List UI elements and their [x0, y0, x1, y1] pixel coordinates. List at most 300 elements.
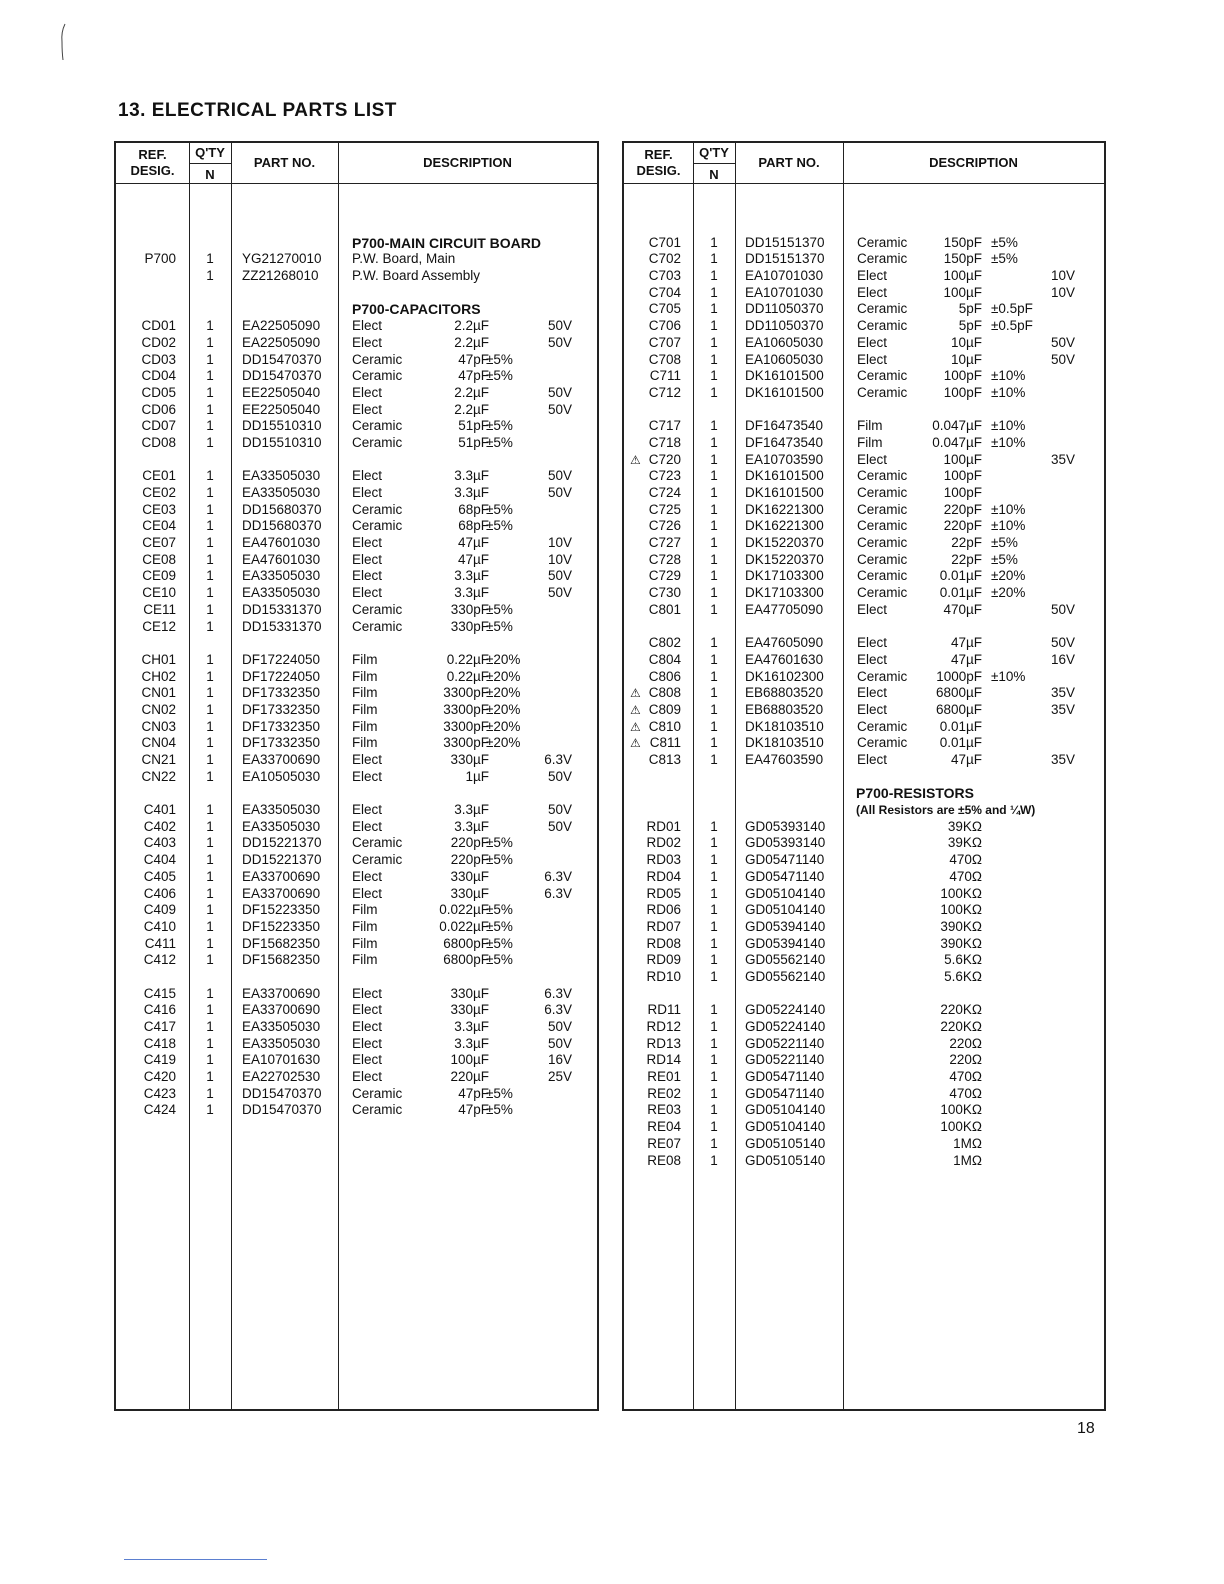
ref-designator: C724	[648, 485, 681, 500]
quantity: 1	[206, 651, 214, 667]
row-spacer	[116, 785, 597, 802]
tolerance: ±5%	[486, 852, 513, 868]
ref-designator: C703	[648, 268, 681, 284]
quantity: 1	[206, 885, 214, 901]
header-divider	[116, 183, 597, 184]
quantity: 1	[710, 1052, 718, 1068]
ref-designator: C411	[144, 935, 176, 951]
part-value: 330pF	[450, 618, 489, 634]
part-type: Ceramic	[857, 468, 908, 484]
quantity: 1	[206, 1069, 214, 1085]
ref-designator: C717	[648, 418, 681, 434]
table-row	[116, 268, 597, 285]
part-number: DK15220370	[745, 535, 824, 551]
quantity: 1	[710, 351, 718, 367]
ref-designator: C806	[648, 668, 681, 684]
part-number: EA33505030	[242, 485, 321, 500]
qty-header-top: Q'TY	[699, 145, 729, 160]
part-value: 3.3µF	[454, 585, 489, 601]
ref-designator: CE09	[142, 568, 176, 584]
part-value: 1MΩ	[953, 1152, 982, 1168]
ref-designator: P700	[144, 251, 176, 267]
ref-designator: CE07	[142, 535, 176, 551]
quantity: 1	[206, 318, 214, 334]
table-row	[624, 952, 1104, 969]
part-number: DK16221300	[745, 518, 824, 534]
row-spacer	[116, 285, 597, 302]
part-type: Film	[352, 701, 378, 717]
quantity: 1	[710, 485, 718, 500]
quantity: 1	[710, 301, 718, 317]
part-number: GD05562140	[745, 952, 826, 968]
part-number: EA47705090	[745, 601, 824, 617]
ref-designator: C707	[648, 334, 681, 350]
ref-designator: C424	[143, 1102, 176, 1118]
part-value: 220pF	[943, 501, 982, 517]
row-spacer	[624, 402, 1104, 419]
table-row	[116, 802, 597, 819]
table-row	[624, 735, 1104, 752]
ref-designator: RD08	[646, 935, 681, 951]
quantity: 1	[206, 268, 214, 284]
quantity: 1	[206, 685, 214, 701]
voltage-rating: 25V	[547, 1069, 572, 1085]
quantity: 1	[206, 535, 214, 551]
part-no-header: PART NO.	[758, 155, 820, 170]
quantity: 1	[710, 935, 718, 951]
tolerance: ±10%	[991, 501, 1026, 517]
ref-designator: RD04	[646, 868, 681, 884]
quantity: 1	[710, 368, 718, 384]
quantity: 1	[206, 952, 214, 968]
table-row	[116, 719, 597, 736]
page-title: 13. ELECTRICAL PARTS LIST	[118, 100, 397, 121]
voltage-rating: 35V	[1050, 685, 1075, 701]
scan-artifact-line	[124, 1559, 267, 1560]
table-row	[116, 902, 597, 919]
part-number: EA33505030	[242, 585, 321, 601]
part-value: 5.6KΩ	[944, 968, 982, 984]
ref-designator: RD14	[646, 1052, 681, 1068]
part-number: EA10703590	[745, 451, 824, 467]
table-row	[624, 635, 1104, 652]
quantity: 1	[206, 768, 214, 784]
table-row	[116, 1036, 597, 1053]
row-spacer	[116, 969, 597, 986]
part-number: DD15151370	[745, 234, 825, 250]
ref-designator: C706	[648, 318, 681, 334]
ref-designator: CN03	[141, 718, 176, 734]
table-row	[116, 318, 597, 335]
part-type: Elect	[857, 685, 888, 701]
section-row	[624, 802, 1104, 819]
part-type: Elect	[352, 985, 383, 1001]
part-value: 0.01µF	[939, 718, 982, 734]
voltage-rating: 35V	[1050, 701, 1075, 717]
table-row	[624, 468, 1104, 485]
ref-designator: C804	[648, 651, 681, 667]
part-type: Elect	[352, 401, 383, 417]
part-number: GD05393140	[745, 835, 826, 851]
part-type: Ceramic	[352, 418, 403, 434]
tolerance: ±5%	[991, 551, 1018, 567]
part-value: 0.022µF	[439, 902, 489, 918]
ref-designator: CE08	[142, 551, 176, 567]
ref-designator: RE03	[647, 1102, 681, 1118]
part-value: 330µF	[450, 868, 489, 884]
quantity: 1	[710, 568, 718, 584]
ref-designator: RD10	[646, 968, 681, 984]
ref-designator: CD02	[141, 334, 176, 350]
ref-designator: CE11	[143, 601, 176, 617]
part-number: ZZ21268010	[242, 268, 319, 284]
part-number: EB68803520	[745, 685, 824, 701]
qty-header-divider	[189, 163, 231, 164]
quantity: 1	[206, 918, 214, 934]
tolerance: ±20%	[486, 651, 521, 667]
table-row	[116, 552, 597, 569]
voltage-rating: 50V	[1050, 334, 1075, 350]
voltage-rating: 16V	[547, 1052, 572, 1068]
quantity: 1	[206, 818, 214, 834]
voltage-rating: 50V	[547, 818, 572, 834]
part-type: Ceramic	[352, 601, 403, 617]
ref-header-top: REF.	[138, 147, 167, 162]
table-row	[116, 502, 597, 519]
part-type: Elect	[352, 568, 383, 584]
part-value: 220µF	[450, 1069, 489, 1085]
quantity: 1	[206, 601, 214, 617]
quantity: 1	[206, 985, 214, 1001]
part-type: Elect	[352, 752, 383, 767]
ref-designator: RD07	[646, 918, 681, 934]
quantity: 1	[206, 1002, 214, 1018]
part-value: 100pF	[943, 468, 982, 484]
part-number: YG21270010	[242, 251, 322, 267]
table-row	[116, 936, 597, 953]
voltage-rating: 6.3V	[544, 885, 572, 901]
section-row	[116, 301, 597, 318]
part-number: EA47601030	[242, 551, 321, 567]
table-row	[624, 719, 1104, 736]
table-row	[116, 952, 597, 969]
part-value: 6800µF	[935, 685, 982, 701]
ref-desig-header	[624, 147, 693, 179]
part-type: Ceramic	[857, 301, 908, 317]
part-value: 0.01µF	[939, 585, 982, 601]
part-number: DD15680370	[242, 501, 322, 517]
qty-header-top: Q'TY	[195, 145, 225, 160]
quantity: 1	[206, 585, 214, 601]
part-number: EA33505030	[242, 568, 321, 584]
table-row	[624, 502, 1104, 519]
voltage-rating: 6.3V	[544, 752, 572, 767]
part-type: Elect	[352, 468, 383, 484]
part-value: 220pF	[450, 835, 489, 851]
table-row	[116, 535, 597, 552]
part-value: 5pF	[958, 318, 982, 334]
scan-artifact-mark	[60, 22, 66, 62]
part-number: GD05105140	[745, 1152, 826, 1168]
table-row	[116, 585, 597, 602]
part-value: 1000pF	[936, 668, 982, 684]
quantity: 1	[206, 551, 214, 567]
part-value: 3.3µF	[454, 468, 489, 484]
voltage-rating: 50V	[547, 568, 572, 584]
ref-designator: CD03	[141, 351, 176, 367]
part-number: DF17224050	[242, 651, 321, 667]
ref-designator: RE04	[647, 1119, 681, 1135]
tolerance: ±5%	[486, 1085, 513, 1101]
voltage-rating: 10V	[1050, 284, 1075, 300]
part-type: Film	[352, 902, 378, 918]
table-row	[116, 418, 597, 435]
quantity: 1	[206, 902, 214, 918]
quantity: 1	[206, 434, 214, 450]
tolerance: ±5%	[486, 918, 513, 934]
tolerance: ±20%	[486, 685, 521, 701]
quantity: 1	[710, 1069, 718, 1085]
ref-designator: CD04	[141, 368, 176, 384]
part-value: 47µF	[950, 651, 982, 667]
part-value: 100KΩ	[940, 885, 982, 901]
voltage-rating: 50V	[547, 802, 572, 818]
part-number: EA33505030	[242, 802, 321, 818]
quantity: 1	[710, 1019, 718, 1034]
part-number: EE22505040	[242, 401, 321, 417]
table-row	[116, 568, 597, 585]
quantity: 1	[710, 501, 718, 517]
voltage-rating: 16V	[1050, 651, 1075, 667]
ref-designator: CE01	[142, 468, 176, 484]
ref-designator: C401	[143, 802, 176, 818]
part-number: EA10701630	[242, 1052, 321, 1068]
tolerance: ±5%	[486, 418, 513, 434]
tolerance: ±5%	[486, 351, 513, 367]
tolerance: ±5%	[486, 835, 513, 851]
voltage-rating: 50V	[547, 334, 572, 350]
part-type: Film	[857, 434, 883, 450]
table-row	[624, 518, 1104, 535]
ref-designator: CN22	[141, 768, 176, 784]
part-number: DD15470370	[242, 368, 322, 384]
ref-designator: C406	[143, 885, 176, 901]
part-type: Ceramic	[857, 501, 908, 517]
table-row	[624, 418, 1104, 435]
quantity: 1	[710, 752, 718, 767]
ref-designator: RD05	[646, 885, 681, 901]
part-type: Ceramic	[857, 251, 908, 267]
ref-designator: C702	[648, 251, 681, 267]
safety-warning-icon: ⚠	[630, 736, 641, 751]
ref-designator: C725	[648, 501, 681, 517]
tolerance: ±5%	[486, 518, 513, 534]
part-type: Elect	[857, 601, 888, 617]
tolerance: ±10%	[991, 668, 1026, 684]
tolerance: ±10%	[991, 368, 1026, 384]
table-row	[624, 485, 1104, 502]
ref-designator: C729	[648, 568, 681, 584]
tolerance: ±0.5pF	[991, 318, 1033, 334]
quantity: 1	[710, 885, 718, 901]
table-row	[624, 819, 1104, 836]
part-value: 3.3µF	[454, 485, 489, 500]
table-row	[116, 251, 597, 268]
part-number: EA33505030	[242, 468, 321, 484]
part-value: 150pF	[943, 234, 982, 250]
table-row	[624, 301, 1104, 318]
quantity: 1	[710, 1002, 718, 1018]
quantity: 1	[206, 1035, 214, 1051]
part-value: 100pF	[943, 384, 982, 400]
quantity: 1	[206, 384, 214, 400]
quantity: 1	[206, 835, 214, 851]
tolerance: ±20%	[486, 701, 521, 717]
part-number: DK15220370	[745, 551, 824, 567]
part-number: DF15682350	[242, 952, 321, 968]
tolerance: ±5%	[486, 1102, 513, 1118]
voltage-rating: 50V	[547, 318, 572, 334]
part-number: DD11050370	[745, 318, 824, 334]
table-row	[624, 568, 1104, 585]
part-type: Ceramic	[857, 384, 908, 400]
ref-designator: C720	[648, 451, 681, 467]
table-row	[624, 702, 1104, 719]
ref-designator: C416	[143, 1002, 176, 1018]
quantity: 1	[206, 568, 214, 584]
table-row	[116, 835, 597, 852]
table-row	[624, 969, 1104, 986]
table-row	[624, 235, 1104, 252]
part-value: 100µF	[943, 268, 982, 284]
part-number: EA10701030	[745, 284, 824, 300]
ref-designator: C808	[648, 685, 681, 701]
header-divider	[624, 183, 1104, 184]
quantity: 1	[710, 318, 718, 334]
tolerance: ±5%	[991, 535, 1018, 551]
ref-designator: CD07	[141, 418, 176, 434]
part-number: EA33700690	[242, 985, 321, 1001]
part-value: 47µF	[950, 635, 982, 651]
quantity: 1	[710, 334, 718, 350]
part-value: 100pF	[943, 485, 982, 500]
part-value: 2.2µF	[454, 401, 489, 417]
quantity: 1	[206, 518, 214, 534]
part-value: 0.22µF	[446, 651, 489, 667]
part-no-header: PART NO.	[253, 155, 316, 170]
table-row	[624, 919, 1104, 936]
ref-designator: CE10	[142, 585, 176, 601]
ref-designator: C415	[143, 985, 176, 1001]
part-value: 330µF	[450, 985, 489, 1001]
part-value: 22pF	[951, 535, 982, 551]
part-value: 5.6KΩ	[944, 952, 982, 968]
part-value: 10µF	[950, 334, 982, 350]
quantity: 1	[206, 618, 214, 634]
part-number: DF17224050	[242, 668, 321, 684]
part-number: DD15510310	[242, 434, 322, 450]
table-row	[116, 1069, 597, 1086]
table-row	[624, 652, 1104, 669]
table-row	[624, 535, 1104, 552]
ref-designator: RD11	[647, 1002, 681, 1018]
part-value: 47µF	[457, 535, 489, 551]
ref-designator: C402	[143, 818, 176, 834]
quantity: 1	[710, 418, 718, 434]
ref-designator: RD01	[646, 818, 681, 834]
section-row	[624, 785, 1104, 802]
row-spacer	[116, 218, 597, 235]
ref-designator: C802	[648, 635, 681, 651]
part-value: 3.3µF	[454, 568, 489, 584]
part-value: 330pF	[450, 601, 489, 617]
table-row	[624, 1069, 1104, 1086]
ref-designator: RD09	[646, 952, 681, 968]
ref-designator: C410	[143, 918, 176, 934]
table-row	[116, 485, 597, 502]
part-type: Elect	[352, 334, 383, 350]
table-row	[624, 368, 1104, 385]
part-type: Elect	[352, 384, 383, 400]
quantity: 1	[710, 585, 718, 601]
part-number: EA47603590	[745, 752, 824, 767]
part-number: EA33700690	[242, 752, 321, 767]
row-spacer	[624, 769, 1104, 786]
row-spacer	[624, 986, 1104, 1003]
part-type: Elect	[857, 334, 888, 350]
safety-warning-icon: ⚠	[630, 702, 641, 717]
part-value: 220pF	[943, 518, 982, 534]
table-row	[116, 435, 597, 452]
part-type: Ceramic	[857, 585, 908, 601]
part-value: 3300pF	[443, 701, 489, 717]
table-row	[116, 468, 597, 485]
tolerance: ±5%	[486, 434, 513, 450]
quantity: 1	[710, 635, 718, 651]
ref-header-bottom: DESIG.	[130, 163, 175, 178]
part-value: 100pF	[943, 368, 982, 384]
part-value: 0.022µF	[439, 918, 489, 934]
tolerance: ±5%	[486, 501, 513, 517]
part-value: 47µF	[950, 752, 982, 767]
ref-designator: RE08	[647, 1152, 681, 1168]
part-value: 1MΩ	[953, 1135, 982, 1151]
table-row	[116, 869, 597, 886]
part-value: 0.01µF	[939, 735, 982, 751]
quantity: 1	[206, 401, 214, 417]
part-number: DF15223350	[242, 918, 321, 934]
part-number: DK17103300	[745, 585, 824, 601]
part-type: Elect	[352, 585, 383, 601]
part-value: 470Ω	[949, 1085, 982, 1101]
section-row	[116, 235, 597, 252]
part-value: 100KΩ	[940, 902, 982, 918]
ref-designator: CD08	[141, 434, 176, 450]
part-number: DD15470370	[242, 351, 322, 367]
part-type: Elect	[352, 1069, 383, 1085]
ref-designator: CN04	[141, 735, 176, 751]
part-number: DD15470370	[242, 1085, 322, 1101]
part-number: GD05104140	[745, 885, 826, 901]
part-type: Ceramic	[857, 735, 908, 751]
table-row	[624, 1119, 1104, 1136]
table-row	[624, 1102, 1104, 1119]
part-number: DF16473540	[745, 418, 824, 434]
ref-designator: RD13	[646, 1035, 681, 1051]
row-spacer	[116, 452, 597, 469]
table-row	[624, 886, 1104, 903]
part-value: 100µF	[450, 1052, 489, 1068]
